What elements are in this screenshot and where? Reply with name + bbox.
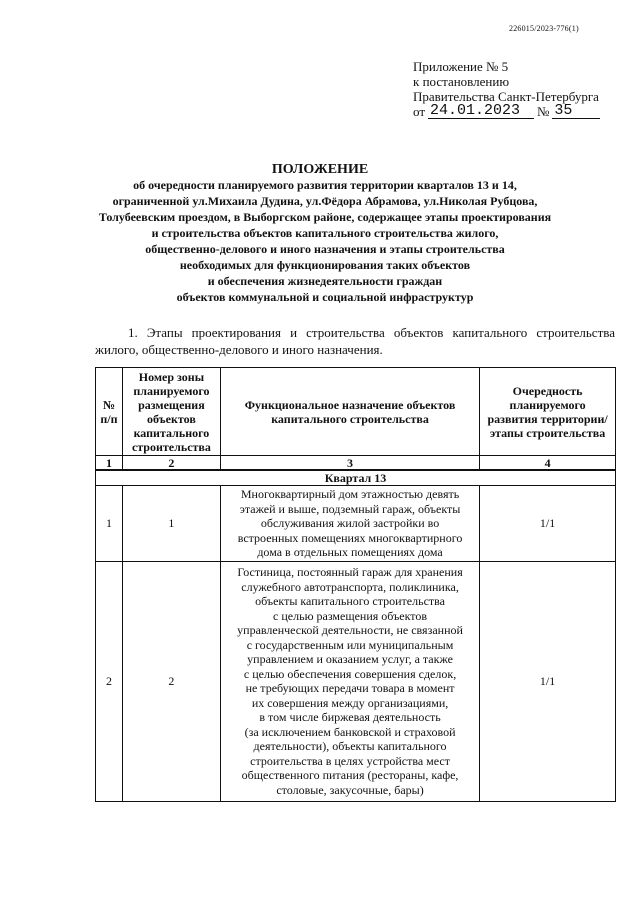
date-prefix: от [413,104,426,119]
row-purpose [220,486,479,562]
section-intro [95,324,615,358]
table-row [96,486,616,562]
subtitle-line: общественно-делового и иного назначения и этапы строительства [145,242,505,256]
document-registration-number: 226015/2023-776(1) [509,24,579,33]
purpose-line: служебного автотранспорта, поликлиника, [241,579,459,594]
purpose-line: столовые, закусочные, бары) [276,782,424,797]
row-zone: 2 [122,561,220,801]
purpose-line: управлением и оказанием услуг, а также [247,652,453,666]
row-number: 1 [96,486,123,562]
document-title: ПОЛОЖЕНИЕ [271,162,369,177]
column-number-row [96,456,616,471]
purpose-line: с государственным или муниципальным [246,637,454,652]
row-stage: 1/1 [480,561,616,801]
number-prefix: № [537,104,550,119]
header-zone: Номер зоны планируемого размещения объектов капитального строительства [122,368,220,456]
purpose-line: с целью обеспечения совершения сделок, [243,666,457,681]
document-subtitle [70,177,580,305]
row-purpose [220,561,479,801]
date-value: 24.01.2023 [428,104,534,119]
purpose-line: строительства в целях устройства мест [250,753,450,768]
quarter-label: Квартал 13 [96,470,616,486]
purpose-line: обслуживания жилой застройки во [260,516,440,530]
purpose-line: дома в отдельных помещениях дома [257,545,443,559]
appendix-header [413,59,603,119]
appendix-date-row [413,104,603,119]
intro-line-1: 1. Этапы проектирования и строительства объектов капитального строительства [128,325,615,340]
purpose-line: не требующих передачи товара в момент [245,681,455,695]
subtitle-line: Толубеевским проездом, в Выборгском районе, содержащее этапы проектирования [98,210,552,224]
purpose-line: управленческой деятельности, не связанной [237,623,463,637]
row-number: 2 [96,561,123,801]
subtitle-line: и обеспечения жизнедеятельности граждан [207,274,443,288]
intro-line-2: жилого, общественно-делового и иного назначения. [95,342,383,357]
purpose-line: Гостиница, постоянный гараж для хранения [237,565,463,579]
header-purpose: Функциональное назначение объектов капитального строительства [220,368,479,456]
subtitle-line: необходимых для функционирования таких объектов [179,258,471,272]
column-number: 3 [220,456,479,471]
appendix-line-1: Приложение № 5 [413,59,509,74]
header-number: № п/п [96,368,123,456]
table-header-row [96,368,616,456]
stages-table [95,367,616,802]
subtitle-line: и строительства объектов капитального строительства жилого, [151,226,499,240]
purpose-line: Многоквартирный дом этажностью девять [240,487,460,501]
purpose-line: объекты капитального строительства [255,594,445,608]
column-number: 1 [96,456,123,471]
purpose-line: этажей и выше, подземный гараж, объекты [239,501,461,516]
purpose-line: их совершения между организациями, [251,695,449,710]
purpose-line: с целью размещения объектов [273,608,428,623]
row-stage: 1/1 [480,486,616,562]
purpose-line: в том числе биржевая деятельность [259,710,441,724]
purpose-line: деятельности), объекты капитального [253,739,447,753]
purpose-line: встроенных помещениях многоквартирного [237,530,463,545]
purpose-line: (за исключением банковской и страховой [244,724,456,739]
subtitle-line: ограниченной ул.Михаила Дудина, ул.Фёдора Абрамова, ул.Николая Рубцова, [112,194,538,208]
appendix-line-2: к постановлению [413,74,510,89]
purpose-line: общественного питания (рестораны, кафе, [241,768,459,782]
row-zone: 1 [122,486,220,562]
subtitle-line: об очередности планируемого развития территории кварталов 13 и 14, [133,178,517,192]
column-number: 2 [122,456,220,471]
table-row [96,561,616,801]
appendix-line-3: Правительства Санкт-Петербурга [413,89,599,104]
quarter-row [96,470,616,486]
header-stage: Очередность планируемого развития территории/ этапы строительства [480,368,616,456]
number-value: 35 [552,104,600,119]
subtitle-line: объектов коммунальной и социальной инфраструктур [176,290,474,304]
column-number: 4 [480,456,616,471]
